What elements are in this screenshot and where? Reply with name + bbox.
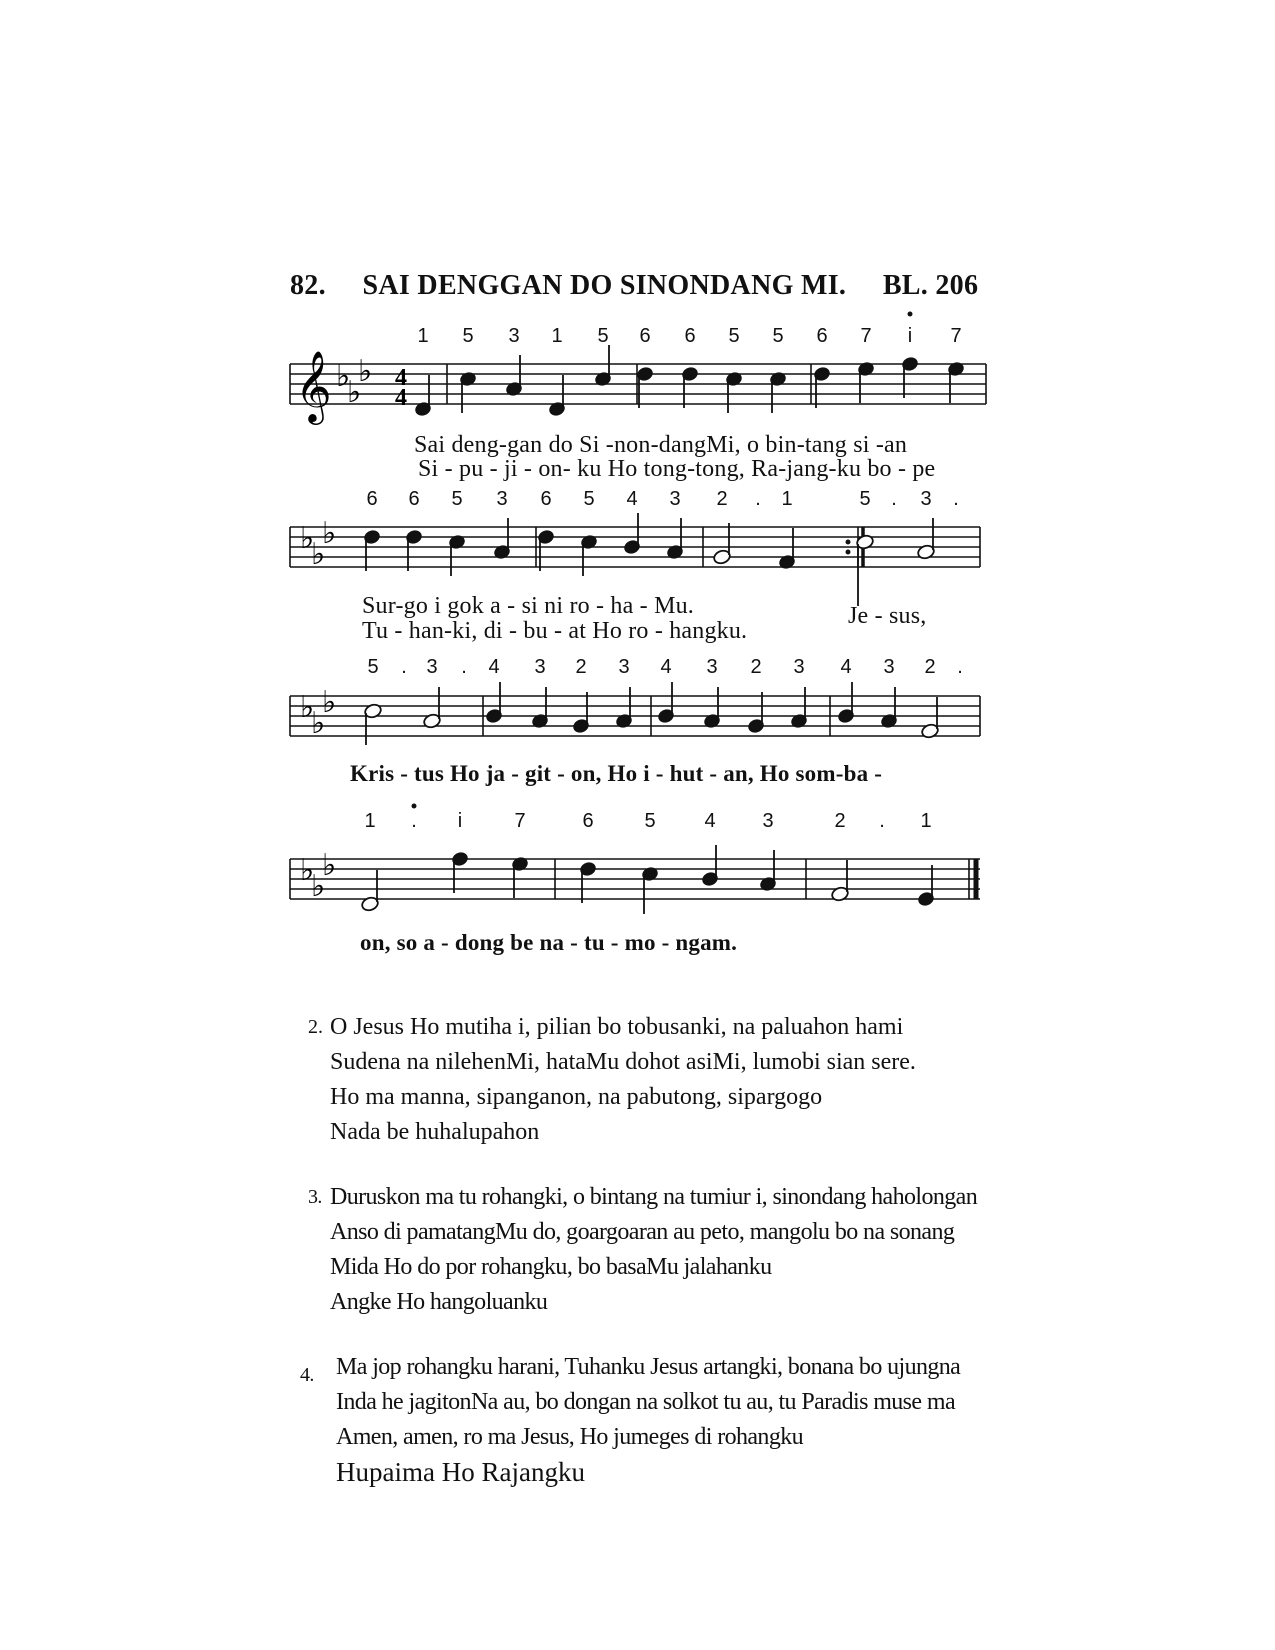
lyric-line: Kris - tus Ho ja - git - on, Ho i - hut - an, Ho som-ba - xyxy=(350,761,883,786)
flat-icon: ♭ xyxy=(336,359,351,394)
cipher-number: 5 xyxy=(451,488,463,510)
cipher-number: . xyxy=(879,810,885,832)
cipher-number: . xyxy=(957,656,963,678)
cipher-number: 2 xyxy=(716,488,728,510)
cipher-number: 3 xyxy=(920,488,932,510)
cipher-number: 5 xyxy=(583,488,595,510)
hymn-reference: BL. 206 xyxy=(882,270,979,301)
verse-line: Mida Ho do por rohangku, bo basaMu jalahanku xyxy=(330,1254,772,1280)
cipher-number: 4 xyxy=(488,656,500,678)
cipher-number: 7 xyxy=(950,325,962,347)
cipher-number: i xyxy=(457,810,463,832)
verse-line: Ma jop rohangku harani, Tuhanku Jesus artangki, bonana bo ujungna xyxy=(336,1354,961,1380)
flat-icon: ♭ xyxy=(322,685,337,720)
flat-icon: ♭ xyxy=(311,706,326,741)
verse-number: 4. xyxy=(300,1364,314,1386)
verse-line: Inda he jagitonNa au, bo dongan na solkot tu au, tu Paradis muse ma xyxy=(336,1389,955,1415)
verse-line: O Jesus Ho mutiha i, pilian bo tobusanki, na paluahon hami xyxy=(330,1014,904,1040)
verse-line: Nada be huhalupahon xyxy=(330,1119,540,1145)
cipher-number: 2 xyxy=(750,656,762,678)
lyric-line: Sur-go i gok a - si ni ro - ha - Mu. xyxy=(362,593,695,619)
cipher-number: 1 xyxy=(364,810,376,832)
flat-icon: ♭ xyxy=(322,516,337,551)
cipher-number: 4 xyxy=(660,656,672,678)
cipher-number: 7 xyxy=(514,810,526,832)
cipher-number: 3 xyxy=(496,488,508,510)
cipher-number: . xyxy=(953,488,959,510)
verse-line: Hupaima Ho Rajangku xyxy=(336,1457,585,1487)
cipher-number: 3 xyxy=(762,810,774,832)
cipher-number: 6 xyxy=(582,810,594,832)
cipher-number: 5 xyxy=(462,325,474,347)
time-signature-bottom: 4 xyxy=(395,385,407,411)
verse-line: Ho ma manna, sipanganon, na pabutong, sipargogo xyxy=(330,1084,823,1110)
cipher-number: 5 xyxy=(859,488,871,510)
cipher-number: 6 xyxy=(684,325,696,347)
verse-line: Duruskon ma tu rohangki, o bintang na tumiur i, sinondang haholongan xyxy=(330,1184,978,1210)
verse-number: 2. xyxy=(308,1016,323,1038)
lyric-line: on, so a - dong be na - tu - mo - ngam. xyxy=(360,930,738,955)
cipher-number: 5 xyxy=(772,325,784,347)
flat-icon: ♭ xyxy=(300,521,315,556)
lyric-line-aside: Je - sus, xyxy=(848,603,927,629)
verse-line: Sudena na nilehenMi, hataMu dohot asiMi, lumobi sian sere. xyxy=(330,1049,916,1075)
time-signature-top: 4 xyxy=(395,365,407,391)
cipher-number: 3 xyxy=(793,656,805,678)
verse-2 xyxy=(308,1010,916,1150)
cipher-number: 6 xyxy=(816,325,828,347)
cipher-number: i xyxy=(907,325,913,347)
cipher-number: 1 xyxy=(417,325,429,347)
verse-4 xyxy=(300,1350,961,1490)
cipher-number: 2 xyxy=(575,656,587,678)
cipher-number: 1 xyxy=(920,810,932,832)
flat-icon: ♭ xyxy=(300,690,315,725)
cipher-number: . xyxy=(401,656,407,678)
cipher-number: . xyxy=(411,810,417,832)
cipher-number: 4 xyxy=(840,656,852,678)
cipher-number: 3 xyxy=(618,656,630,678)
flat-icon: ♭ xyxy=(311,537,326,572)
lyric-line: Sai deng-gan do Si -non-dangMi, o bin-tang si -an xyxy=(414,432,908,458)
flat-icon: ♭ xyxy=(300,853,315,888)
cipher-number: 2 xyxy=(834,810,846,832)
cipher-number: 4 xyxy=(626,488,638,510)
cipher-number: 6 xyxy=(366,488,378,510)
treble-clef-icon: 𝄞 xyxy=(295,349,332,422)
verse-line: Amen, amen, ro ma Jesus, Ho jumeges di rohangku xyxy=(336,1424,804,1450)
cipher-number: 6 xyxy=(408,488,420,510)
cipher-number: 1 xyxy=(781,488,793,510)
flat-icon: ♭ xyxy=(311,869,326,904)
cipher-number: 5 xyxy=(367,656,379,678)
verse-line: Anso di pamatangMu do, goargoaran au peto, mangolu bo na sonang xyxy=(330,1219,955,1245)
cipher-number: . xyxy=(461,656,467,678)
cipher-number: 5 xyxy=(597,325,609,347)
verse-3 xyxy=(308,1180,978,1320)
flat-icon: ♭ xyxy=(322,848,337,883)
verse-line: Angke Ho hangoluanku xyxy=(330,1289,548,1315)
cipher-number: 2 xyxy=(924,656,936,678)
hymn-name: SAI DENGGAN DO SINONDANG MI. xyxy=(362,270,847,301)
cipher-number: . xyxy=(755,488,761,510)
cipher-number: 3 xyxy=(534,656,546,678)
cipher-number: 3 xyxy=(669,488,681,510)
cipher-number: 5 xyxy=(728,325,740,347)
cipher-number: 7 xyxy=(860,325,872,347)
verse-number: 3. xyxy=(308,1186,322,1208)
cipher-number: 3 xyxy=(426,656,438,678)
cipher-number: 4 xyxy=(704,810,716,832)
flat-icon: ♭ xyxy=(358,354,373,389)
flat-icon: ♭ xyxy=(347,375,362,410)
cipher-number: 3 xyxy=(508,325,520,347)
lyric-line: Si - pu - ji - on- ku Ho tong-tong, Ra-jang-ku bo - pe xyxy=(418,456,936,482)
cipher-number: 1 xyxy=(551,325,563,347)
cipher-number: 5 xyxy=(644,810,656,832)
cipher-number: 6 xyxy=(540,488,552,510)
cipher-number: . xyxy=(891,488,897,510)
cipher-number: 3 xyxy=(883,656,895,678)
hymn-number: 82. xyxy=(290,270,326,301)
lyric-line: Tu - han-ki, di - bu - at Ho ro - hangku. xyxy=(362,618,748,644)
cipher-number: 3 xyxy=(706,656,718,678)
cipher-number: 6 xyxy=(639,325,651,347)
